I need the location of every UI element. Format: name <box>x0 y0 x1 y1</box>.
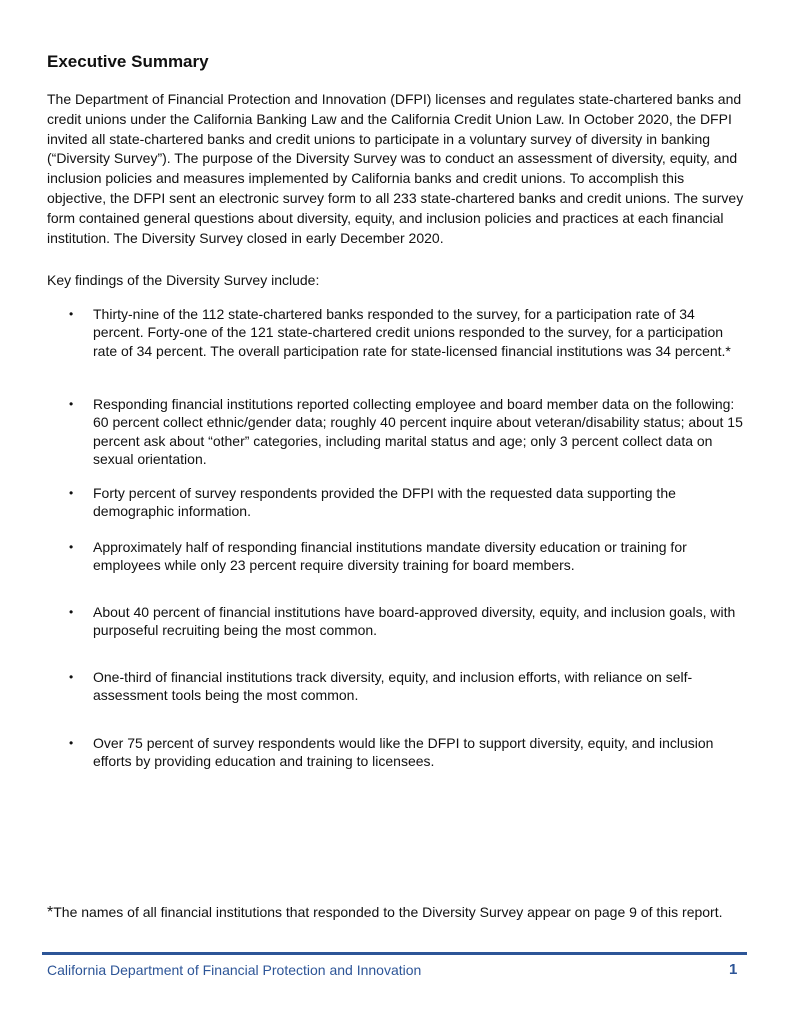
finding-item <box>69 734 748 771</box>
section-heading: Executive Summary <box>47 52 209 71</box>
finding-item <box>69 395 748 468</box>
footnote-text: The names of all financial institutions that responded to the Diversity Survey appear on page 9 of this report. <box>53 904 723 920</box>
bullet-icon: • <box>69 397 74 411</box>
bullet-icon: • <box>69 605 74 619</box>
finding-text: Over 75 percent of survey respondents would like the DFPI to support diversity, equity, and inclusion efforts by providing education and training to licensees. <box>93 735 714 770</box>
bullet-icon: • <box>69 486 74 500</box>
key-findings-lead: Key findings of the Diversity Survey include: <box>47 272 320 288</box>
bullet-icon: • <box>69 307 74 321</box>
finding-item <box>69 538 748 575</box>
bullet-icon: • <box>69 540 74 554</box>
finding-item <box>69 305 748 360</box>
intro-paragraph: The Department of Financial Protection and Innovation (DFPI) licenses and regulates state-chartered banks and credit unions under the California Banking Law and the California Credit Union Law. In October 2020, the DFPI invited all state-chartered banks and credit unions to participate in a voluntary survey of diversity in banking (“Diversity Survey”). The purpose of the Diversity Survey was to conduct an assessment of diversity, equity, and inclusion policies and measures implemented by California banks and credit unions. To accomplish this objective, the DFPI sent an electronic survey form to all 233 state-chartered banks and credit unions. The survey form contained general questions about diversity, equity, and inclusion policies and practices at each financial institution. The Diversity Survey closed in early December 2020. <box>47 91 744 246</box>
finding-text: Responding financial institutions reported collecting employee and board member data on the following: 60 percent collect ethnic/gender data; roughly 40 percent inquire about veteran/disability status; about 15 percent ask about “other” categories, including marital status and age; only 3 percent collect data on sexual orientation. <box>93 396 743 467</box>
finding-text: Forty percent of survey respondents provided the DFPI with the requested data supporting the demographic information. <box>93 485 676 520</box>
footer-divider <box>42 952 747 955</box>
page-number: 1 <box>729 961 738 978</box>
finding-text: One-third of financial institutions track diversity, equity, and inclusion efforts, with reliance on self-assessment tools being the most common. <box>93 669 693 704</box>
finding-item <box>69 668 748 705</box>
footnote-marker: * <box>47 904 54 921</box>
finding-text: Approximately half of responding financial institutions mandate diversity education or training for employees while only 23 percent require diversity training for board members. <box>93 539 687 574</box>
footer-organization: California Department of Financial Protection and Innovation <box>47 962 422 978</box>
footnote <box>47 902 747 923</box>
bullet-icon: • <box>69 670 74 684</box>
finding-item <box>69 484 748 521</box>
finding-text: Thirty-nine of the 112 state-chartered banks responded to the survey, for a participation rate of 34 percent. Forty-one of the 121 state-chartered credit unions responded to the survey, for a participation rate of 34 percent. The overall participation rate for state-licensed financial institutions was 34 percent.* <box>93 306 731 359</box>
finding-item <box>69 603 748 640</box>
bullet-icon: • <box>69 736 74 750</box>
finding-text: About 40 percent of financial institutions have board-approved diversity, equity, and inclusion goals, with purposeful recruiting being the most common. <box>93 604 736 639</box>
